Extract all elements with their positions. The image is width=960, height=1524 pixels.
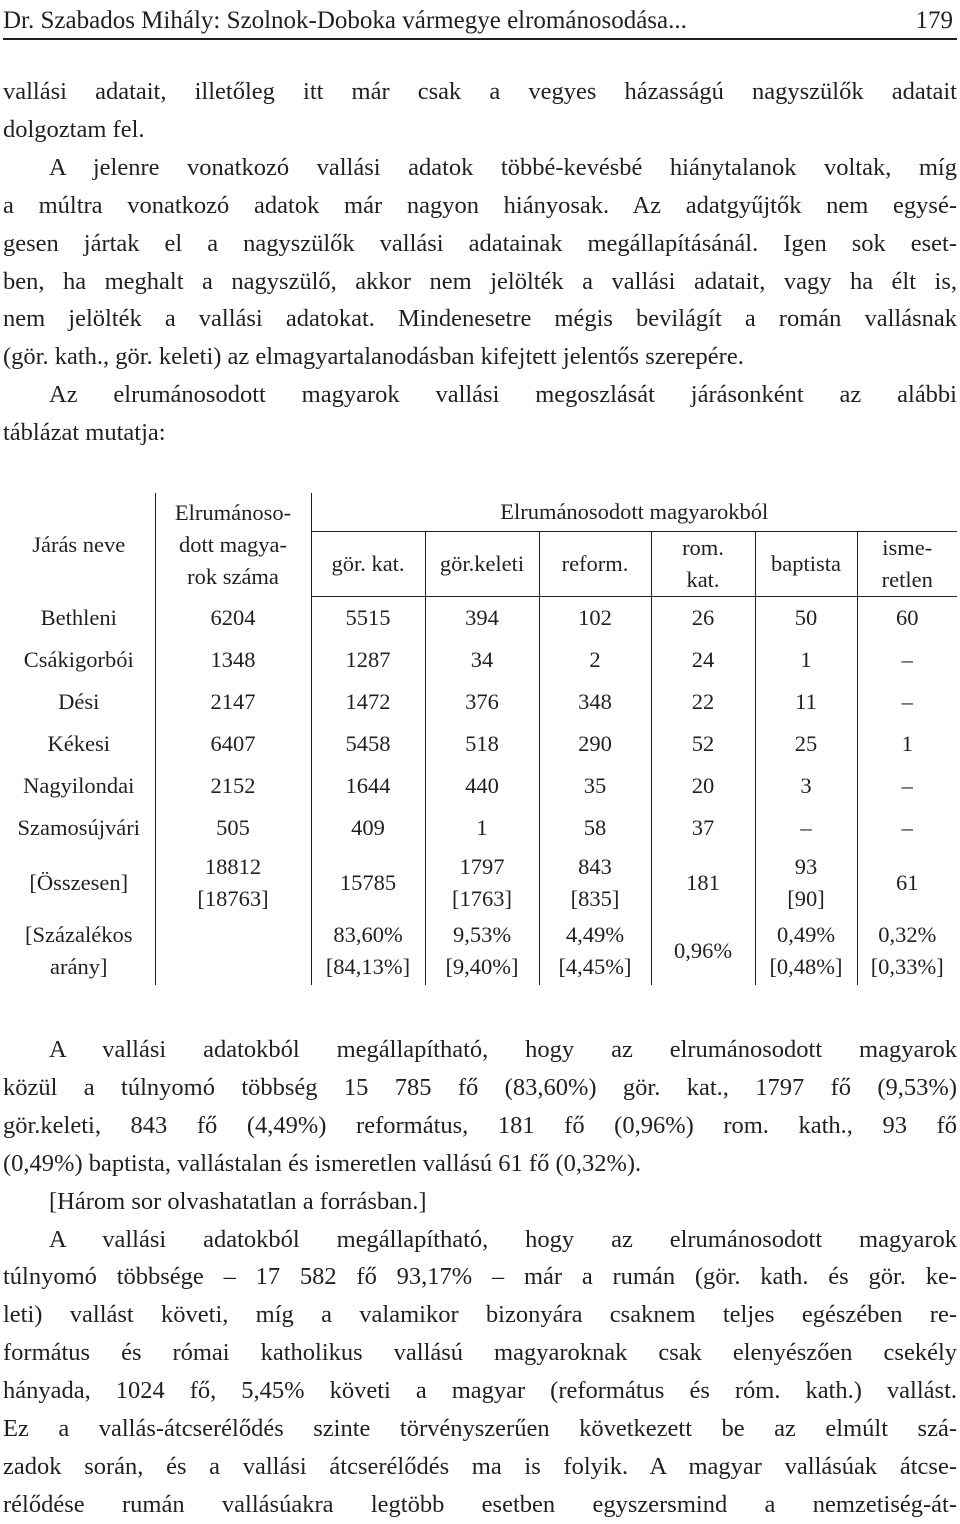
cell-ref: 58 <box>539 807 651 849</box>
row-name: Szamosújvári <box>17 815 140 840</box>
cell-gk: 1287 <box>311 639 425 681</box>
text-line: rélődése rumán vallásúakra legtöbb esetben egyszersmind a nemzetiség-át- <box>3 1490 957 1518</box>
running-title: Dr. Szabados Mihály: Szolnok-Doboka vármegye elrománosodása... <box>3 7 687 34</box>
text-line: zadok során, és a vallási átcserélődés ma is folyik. A magyar vallásúak átcse- <box>3 1452 957 1480</box>
col-header-gor-kat: gör. kat. <box>311 532 425 597</box>
row-name: [Százalékos arány] <box>25 922 133 979</box>
row-name: Nagyilondai <box>23 773 135 798</box>
page-number: 179 <box>915 7 953 34</box>
cell-gkel: 34 <box>425 639 539 681</box>
col-header-reform: reform. <box>539 532 651 597</box>
cell-rk: 22 <box>651 681 755 723</box>
text-line: A vallási adatokból megállapítható, hogy az elrumánosodott magyarok <box>49 1225 957 1253</box>
table-row-total: [Összesen] 18812 [18763] 15785 1797 [1763] 843 [835] 181 93 [90] 61 <box>3 849 957 917</box>
cell-ref: 290 <box>539 723 651 765</box>
text-line: közül a túlnyomó többség 15 785 fő (83,60%) gör. kat., 1797 fő (9,53%) <box>3 1073 957 1101</box>
row-name: Kékesi <box>47 731 110 756</box>
cell-bap: 1 <box>755 639 857 681</box>
religion-table <box>3 493 957 985</box>
table-row <box>3 681 957 723</box>
cell-total: 2152 <box>155 765 311 807</box>
cell-gkel: 518 <box>425 723 539 765</box>
conclusion-paragraphs <box>3 1031 957 1524</box>
text-line: [Három sor olvashatatlan a forrásban.] <box>49 1187 427 1215</box>
cell-ism: – <box>857 639 957 681</box>
row-name: Dési <box>58 689 100 714</box>
cell-gkel: 1 <box>425 807 539 849</box>
cell-ref: 348 <box>539 681 651 723</box>
cell-ism: – <box>857 765 957 807</box>
text-line: A jelenre vonatkozó vallási adatok többé-kevésbé hiánytalanok voltak, míg <box>49 153 957 181</box>
col-header-baptista: baptista <box>755 532 857 597</box>
col-header-ismeretlen: isme- retlen <box>857 532 957 597</box>
cell-total: 6204 <box>155 597 311 640</box>
col-header-rom-kat: rom. kat. <box>651 532 755 597</box>
cell-bap: 11 <box>755 681 857 723</box>
text-line: ben, ha meghalt a nagyszülő, akkor nem jelölték a vallási adatait, vagy ha élt is, <box>3 267 957 295</box>
group-header: Elrumánosodott magyarokból <box>311 493 957 532</box>
table-row <box>3 597 957 640</box>
cell-ism: 1 <box>857 723 957 765</box>
cell-gk: 1644 <box>311 765 425 807</box>
cell-ref: 2 <box>539 639 651 681</box>
text-line: A vallási adatokból megállapítható, hogy az elrumánosodott magyarok <box>49 1036 957 1063</box>
text-line: Ez a vallás-átcserélődés szinte törvényszerűen következett be az elmúlt szá- <box>3 1415 957 1443</box>
cell-gkel: 440 <box>425 765 539 807</box>
running-header <box>3 4 957 40</box>
cell-bap: – <box>755 807 857 849</box>
cell-rk: 20 <box>651 765 755 807</box>
text-line: túlnyomó többsége – 17 582 fő 93,17% – már a rumán (gör. kath. és gör. ke- <box>3 1263 957 1291</box>
cell-ism: 60 <box>857 597 957 640</box>
col-header-district: Járás neve <box>32 531 126 557</box>
cell-total: 2147 <box>155 681 311 723</box>
text-line: vallási adatait, illetőleg itt már csak a vegyes házasságú nagyszülők adatait <box>3 78 957 105</box>
row-name: Bethleni <box>40 604 117 630</box>
text-line: a múltra vonatkozó adatok már nagyon hiányosak. Az adatgyűjtők nem egysé- <box>3 191 957 219</box>
text-line: leti) vallást követi, míg a valamikor bizonyára csaknem teljes egészében re- <box>3 1301 957 1329</box>
text-line: formátus és római katholikus vallású magyaroknak csak elenyészően csekély <box>3 1339 957 1367</box>
intro-paragraphs <box>3 73 957 452</box>
cell-ref: 102 <box>539 597 651 640</box>
cell-gk: 5515 <box>311 597 425 640</box>
text-line: gör.keleti, 843 fő (4,49%) református, 181 fő (0,96%) rom. kath., 93 fő <box>3 1111 957 1139</box>
table-row <box>3 723 957 765</box>
cell-rk: 26 <box>651 597 755 640</box>
table-row <box>3 639 957 681</box>
cell-total: 505 <box>155 807 311 849</box>
cell-gk: 409 <box>311 807 425 849</box>
cell-gk: 1472 <box>311 681 425 723</box>
cell-bap: 3 <box>755 765 857 807</box>
cell-gk: 5458 <box>311 723 425 765</box>
cell-rk: 52 <box>651 723 755 765</box>
cell-gkel: 376 <box>425 681 539 723</box>
text-line: nem jelölték a vallási adatokat. Mindenesetre mégis bevilágít a román vallásnak <box>3 305 957 333</box>
cell-total: 1348 <box>155 639 311 681</box>
col-header-total: Elrumánoso- dott magya- rok száma <box>155 493 311 597</box>
col-header-gor-keleti: gör.keleti <box>425 532 539 597</box>
table-row <box>3 807 957 849</box>
cell-rk: 37 <box>651 807 755 849</box>
cell-ism: – <box>857 681 957 723</box>
cell-ism: – <box>857 807 957 849</box>
text-line: Az elrumánosodott magyarok vallási megoszlását járásonként az alábbi <box>49 381 957 409</box>
cell-gkel: 394 <box>425 597 539 640</box>
text-line: táblázat mutatja: <box>3 419 166 447</box>
text-line: dolgoztam fel. <box>3 115 145 143</box>
cell-total: 6407 <box>155 723 311 765</box>
text-line: hányada, 1024 fő, 5,45% követi a magyar (református és róm. kath.) vallást. <box>3 1377 957 1405</box>
cell-ref: 35 <box>539 765 651 807</box>
table-row <box>3 765 957 807</box>
cell-bap: 50 <box>755 597 857 640</box>
text-line: (0,49%) baptista, vallástalan és ismeretlen vallású 61 fő (0,32%). <box>3 1149 642 1177</box>
cell-bap: 25 <box>755 723 857 765</box>
text-line: (gör. kath., gör. keleti) az elmagyartalanodásban kifejtett jelentős szerepére. <box>3 343 744 371</box>
table-row-percent: [Százalékos arány] 83,60% [84,13%] 9,53% [9,40%] 4,49% [4,45%] 0,96% 0,49% [0,48%] 0,32% [0,33%] <box>3 917 957 985</box>
cell-rk: 24 <box>651 639 755 681</box>
text-line: gesen jártak el a nagyszülők vallási adatainak megállapításánál. Igen sok eset- <box>3 229 957 257</box>
row-name: Csákigorbói <box>23 647 134 672</box>
row-name: [Összesen] <box>29 870 129 895</box>
